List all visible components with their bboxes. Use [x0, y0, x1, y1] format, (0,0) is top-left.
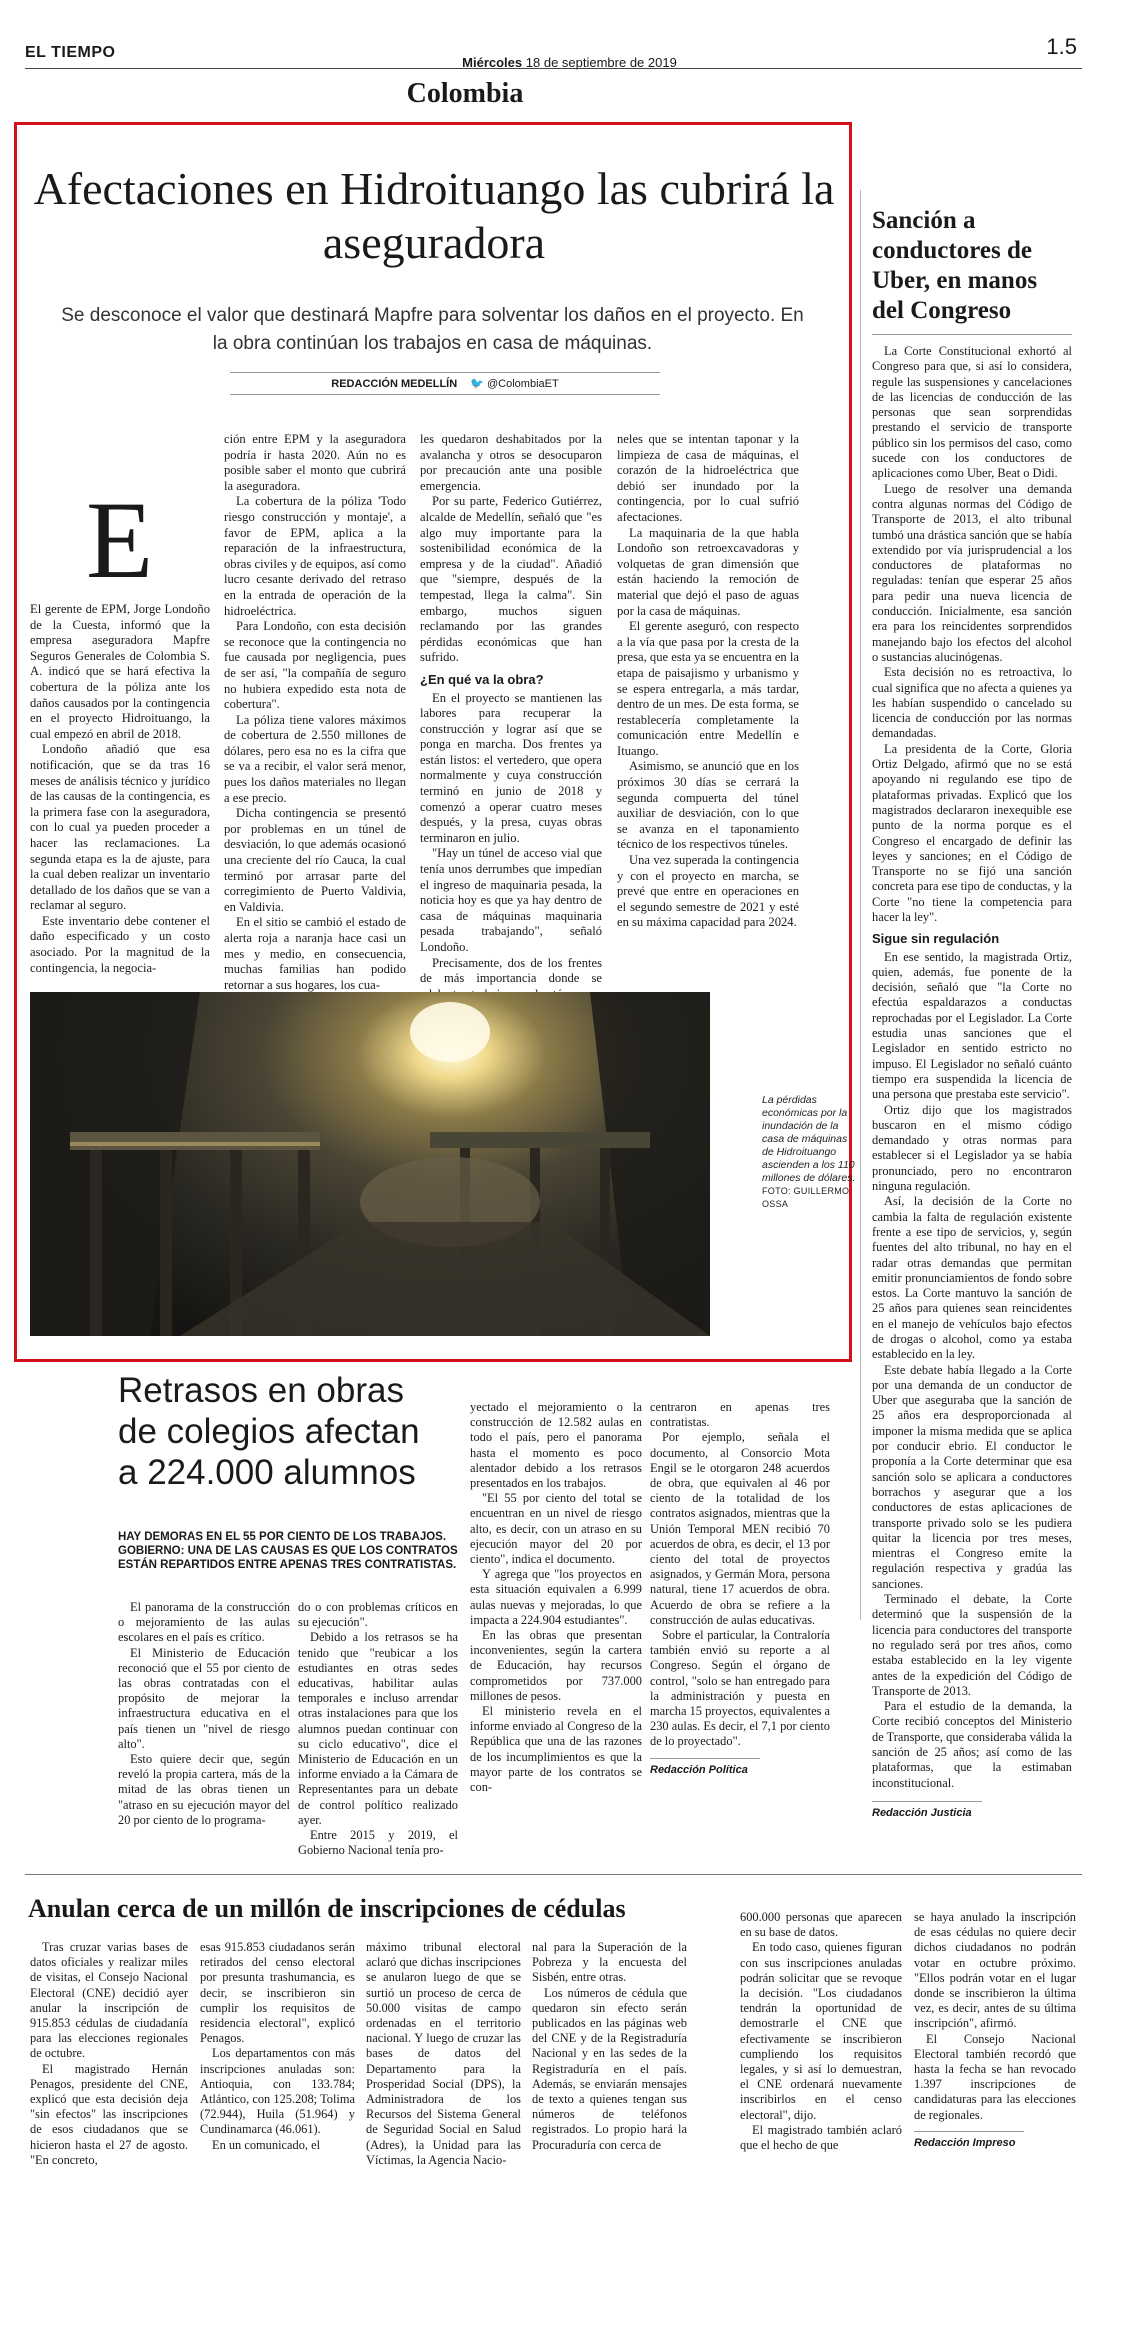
paragraph: Así, la decisión de la Corte no cambia la falta de regulación existente frente a ese tipo de servicios, y, según fuentes del alto tribunal, no hay en el radar otras demandas que permitan emitir pronunciamientos de fondo sobre estos. La Corte mantuvo la sanción de 25 años para quienes sean reincidentes en el manejo de vehículos bajo efectos de drogas o alcohol, como ya estaba establecido en la ley.: [872, 1194, 1072, 1362]
issue-date-text: 18 de septiembre de 2019: [525, 55, 677, 70]
paragraph: La Corte Constitucional exhortó al Congreso para que, si así lo considera, regule las suspensiones y cancelaciones de las licencias de conducción de las personas que sean sorprendidas prestando el servicio de transporte público sin los permisos del caso, como sucede con los conductores de aplicaciones como Uber, Beat o Didi.: [872, 344, 1072, 481]
paragraph: El panorama de la construcción o mejoramiento de las aulas escolares en el país es crítico.: [118, 1600, 290, 1645]
paragraph: Para el estudio de la demanda, la Corte recibió conceptos del Ministerio de Transporte, que consideraba válida la sanción de 25 años; así como de las plataformas, que la estimaban inconstitucional.: [872, 1699, 1072, 1790]
header-rule: [25, 68, 1082, 69]
paragraph: En el proyecto se mantienen las labores para recuperar la construcción y lograr así que se ponga en marcha. Dos frentes ya están listos: el vertedero, que opera normalmente y cuya construcción terminó en junio de 2018 y comenzó a operar cuatro meses después, y la presa, cuyas obras terminaron en julio.: [420, 690, 602, 845]
paragraph: Dicha contingencia se presentó por problemas en un túnel de desviación, lo que además ocasionó una creciente del río Cauca, la cual terminó por arrasar parte del corregimiento de Puerto Valdivia, en Valdivia.: [224, 806, 406, 914]
second-signature: Redacción Política: [650, 1758, 760, 1778]
paragraph: Esto quiere decir que, según reveló la propia cartera, más de la mitad de las obras tienen un "atraso en su ejecución mayor del 20 por ciento de lo programa-: [118, 1752, 290, 1827]
paragraph: se haya anulado la inscripción de esas cédulas no quiere decir dichos ciudadanos no podrán votar en octubre próximo. "Ellos podrán votar en el lugar donde se inscribieron la última vez, es decir, antes de su última inscripción", afirmó.: [914, 1910, 1076, 2031]
paragraph: Por su parte, Federico Gutiérrez, alcalde de Medellín, señaló que "es algo muy importante para la sostenibilidad económica de la empresa y de la ciudad". Añadió que "siempre, después de la tempestad, llega la calma". Sin embargo, muchos siguen reclamando por las grandes pérdidas económicas que han sufrido.: [420, 494, 602, 665]
paragraph: Debido a los retrasos se ha tenido que "reubicar a los estudiantes en otras sedes educativas, habilitar aulas temporales e incluso arrendar otras instalaciones para que los alumnos puedan continuar con su ciclo educativo", dice el Ministerio de Educación en un informe enviado a la Cámara de Representantes para un debate de control político realizado ayer.: [298, 1630, 458, 1827]
photo-caption: [762, 1094, 856, 1211]
sidebar-rule: [872, 334, 1072, 335]
byline-author: REDACCIÓN MEDELLÍN: [331, 378, 458, 390]
paragraph: En todo caso, quienes figuran con sus inscripciones anuladas podrán solicitar que se revoque la decisión. "Los ciudadanos tendrán la oportunidad de demostrarle el CNE que efectivamente se inscribieron cumpliendo los requisitos legales, y si así lo demuestran, el CNE ordenará nuevamente inscribirlos en el censo electoral", dijo.: [740, 1940, 902, 2122]
paragraph: Entre 2015 y 2019, el Gobierno Nacional tenía pro-: [298, 1828, 458, 1858]
third-column-4: [532, 1940, 687, 2153]
paragraph: Una vez superada la contingencia y con el proyecto en marcha, se prevé que entre en operaciones en el segundo semestre de 2021 y esté en su máxima capacidad para 2024.: [617, 853, 799, 930]
paragraph: En ese sentido, la magistrada Ortiz, quien, además, fue ponente de la decisión, señaló que "la Corte no efectúa espaldarazos a conductas reprochadas por el Legislador. La Corte estudia unas sanciones que el Legislador en sentido estricto no impuso. El Legislador no señaló cuánto tiempo era suspendida la licencia de una persona que prestaba este servicio".: [872, 949, 1072, 1102]
paragraph: La presidenta de la Corte, Gloria Ortiz Delgado, afirmó que no se está apoyando ni regulando ese tipo de plataformas privadas. Explicó que los magistrados declararon inexequible ese punto de la norma porque es el Congreso el encargado de definir las leyes y sanciones; en el Código de Transporte no se fijó una sanción concreta para ese tipo de conductas, y la Corte "no tiene la competencia para hacer la ley".: [872, 741, 1072, 924]
main-column-2: [224, 432, 406, 993]
paragraph: En un comunicado, el: [212, 2137, 321, 2152]
paragraph: El magistrado Hernán Penagos, presidente del CNE, explicó que esta decisión deja "sin efectos" las inscripciones de esos ciudadanos que se hicieron hasta el 27 de agosto. "En concreto,: [30, 2061, 188, 2167]
second-column-2: [298, 1600, 458, 1858]
masthead: EL TIEMPO: [25, 44, 116, 61]
sidebar-column: [872, 344, 1072, 1821]
page-number: 1.5: [1046, 34, 1077, 59]
third-column-5: [740, 1910, 902, 2153]
paragraph: Los números de cédula que quedaron sin efecto serán publicados en las páginas web del CNE y de la Registraduría Nacional y en las sedes de la Registraduría en el país. Además, se enviarán mensajes de texto a quienes tengan sus números de teléfonos registrados. Lo propio hará la Procuraduría con cerca de: [532, 1985, 687, 2152]
second-subhead: HAY DEMORAS EN EL 55 POR CIENTO DE LOS TRABAJOS. GOBIERNO: UNA DE LAS CAUSAS ES QUE LOS CONTRATOS ESTÁN REPARTIDOS ENTRE APENAS TRES CONTRATISTAS.: [118, 1531, 458, 1571]
paragraph: Y agrega que "los proyectos en esta situación equivalen a 6.999 aulas nuevas y mejoradas, lo que impacta a 224.904 estudiantes".: [470, 1567, 642, 1627]
column-divider: [860, 190, 861, 1620]
main-column-1: [30, 602, 210, 976]
hydroelectric-tunnel-photo: [30, 992, 710, 1336]
paragraph: yectado el mejoramiento o la construcción de 12.582 aulas en todo el país, pero el panorama hasta el momento es poco alentador debido a los retrasos presentados en los trabajos.: [470, 1400, 642, 1491]
paragraph: En el sitio se cambió el estado de alerta roja a naranja hace casi un mes y medio, en consecuencia, muchas familias han podido retornar a sus hogares, los cua-: [224, 915, 406, 992]
paragraph: El gerente de EPM, Jorge Londoño de la Cuesta, informó que la empresa aseguradora Mapfre Seguros Generales de Colombia S. A. indicó que se hará efectiva la cobertura de la póliza ante los daños causados por la contingencia en el proyecto Hidroituango, la cual empezó en abril de 2018.: [30, 602, 210, 741]
paragraph: El Consejo Nacional Electoral también recordó que hasta la fecha se han revocado 1.397 inscripciones de candidaturas para las elecciones de regionales.: [914, 2031, 1076, 2122]
paragraph: Ortiz dijo que los magistrados buscaron en el mismo código demandado y otras normas para establecer si el Legislador ya se había pronunciado, pero no encontraron ninguna regulación.: [872, 1102, 1072, 1194]
third-signature: Redacción Impreso: [914, 2131, 1024, 2151]
paragraph: Precisamente, dos de los frentes de más importancia donde se: [420, 955, 602, 986]
sidebar-headline: Sanción a conductores de Uber, en manos del Congreso: [872, 207, 1038, 324]
paragraph: En las obras que presentan inconvenientes, según la cartera de Educación, hay recursos comprometidos por 737.000 millones de pesos.: [470, 1628, 642, 1703]
paragraph: La cobertura de la póliza 'Todo riesgo construcción y montaje', a favor de EPM, aplica a la reparación de la infraestructura, obras civiles y de equipos, así como lucro cesante derivado del retraso en la entrada de operación de la hidroeléctrica.: [224, 494, 406, 618]
paragraph: Tras cruzar varias bases de datos oficiales y realizar miles de visitas, el Consejo Nacional Electoral (CNE) decidió ayer anular la inscripción de 915.853 cédulas de ciudadanía para las elecciones regionales de octubre.: [30, 1940, 188, 2061]
third-column-1: [30, 1940, 188, 2168]
byline-handle: @ColombiaET: [487, 378, 559, 390]
paragraph: nal para la Superación de la Pobreza y la encuesta del Sisbén, entre otras.: [532, 1940, 687, 1985]
section-divider: [25, 1874, 1082, 1875]
paragraph: Por ejemplo, señala el documento, al Consorcio Mota Engil se le otorgaron 248 acuerdos de obra, que equivalen al 46 por ciento de la totalidad de los contratos asignados, mientras que la Unión Temporal MEN recibió 70 acuerdos de obra, es decir, el 13 por ciento del total de proyectos asignados, y Germán Mora, persona natural, tiene 17 acuerdos de obra. Acuerdo de obra se refiere a la construcción de aulas educativas.: [650, 1430, 830, 1627]
paragraph: Este debate había llegado a la Corte por una demanda de un conductor de Uber que aseguraba que la sanción de 25 años era desproporcionada al imponer la misma medida que se aplica por conducir ebrio. El conductor le proponía a la Corte determinar que esa sanción solo se aplicara a conductores borrachos y asegurar que a los conductores de estas aplicaciones de transporte privado solo se les pudiera quitar la licencia por tres meses, mientras el Congreso emite la regulación respectiva y gradúa las sanciones.: [872, 1362, 1072, 1591]
main-headline: Afectaciones en Hidroituango las cubrirá la aseguradora: [33, 163, 835, 268]
third-headline: Anulan cerca de un millón de inscripciones de cédulas: [28, 1894, 626, 1923]
paragraph: Esta decisión no es retroactiva, lo cual significa que no afecta a quienes ya les habían suspendido o cancelado su licencia de conducción por las normas demandadas.: [872, 665, 1072, 741]
paragraph: La maquinaria de la que habla Londoño son retroexcavadoras y volquetas de gran dimensión que están haciendo la remoción de material que dejó el paso de aguas por la casa de máquinas.: [617, 525, 799, 618]
paragraph: esas 915.853 ciudadanos serán retirados del censo electoral por presunta trashumancia, es decir, se inscribieron sin cumplir los requisitos de residencia electoral", explicó Penagos.: [200, 1940, 355, 2046]
section-title: Colombia: [406, 78, 524, 109]
second-headline: Retrasos en obras de colegios afectan a 224.000 alumnos: [118, 1371, 420, 1492]
paragraph: 600.000 personas que aparecen en su base de datos.: [740, 1910, 902, 1940]
paragraph: El Ministerio de Educación reconoció que el 55 por ciento de las obras contratadas con el propósito de mejorar la infraestructura educativa en el país tienen un "nivel de riesgo alto".: [118, 1645, 290, 1751]
subheading: ¿En qué va la obra?: [420, 671, 544, 687]
paragraph: Este inventario debe contener el daño especificado y un costo asociado. Por la magnitud de la contingencia, la negocia-: [30, 913, 210, 975]
issue-weekday: Miércoles: [462, 55, 523, 70]
paragraph: Asimismo, se anunció que en los próximos 30 días se cerrará la segunda compuerta del túnel auxiliar de desviación, con lo que se avanza en el taponamiento técnico de los respectivos túneles.: [617, 759, 799, 852]
paragraph: Luego de resolver una demanda contra algunas normas del Código de Transporte de 2013, el alto tribunal tumbó una drástica sanción que se había extendido por vía jurisprudencial a los conductores de plataformas no reguladas: tenían que esperar 25 años para pedir una nueva licencia de conducción. Inicialmente, esa sanción era para los reincidentes sorprendidos manejando bajo los efectos del alcohol o sustancias alucinógenas.: [872, 481, 1072, 664]
main-column-3: [420, 432, 602, 1002]
caption-text: La pérdidas económicas por la inundación de la casa de máquinas de Hidroituango ascienden a los 110 millones de dólares.: [762, 1094, 856, 1184]
paragraph: El gerente aseguró, con respecto a la vía que pasa por la cresta de la presa, que esta ya se encuentra en la etapa de paisajismo y urbanismo y se espera entregarla, a más tardar, dentro de un mes. De esta forma, se restablecería completamente la comunicación entre Medellín e Ituango.: [617, 619, 799, 758]
paragraph: centraron en apenas tres contratistas.: [650, 1400, 830, 1430]
second-column-1: [118, 1600, 290, 1828]
second-column-3: [470, 1400, 642, 1795]
paragraph: Londoño añadió que esa notificación, que se da tras 16 meses de análisis técnico y jurídico de las causas de la contingencia, es la primera fase con la aseguradora, con lo cual ya pueden proceder a hacer las reclamaciones. La segunda etapa es la de ajuste, para la cual deben realizar un inventario detallado de los daños que se van a reclamar al seguro.: [30, 742, 210, 913]
second-column-4: [650, 1400, 830, 1778]
photo-credit: FOTO: GUILLERMO OSSA: [762, 1186, 850, 1209]
paragraph: "Hay un túnel de acceso vial que tenía unos derrumbes que impedían el ingreso de maquinaria pesada, la noticia hoy es que ya hay dentro de casa de máquinas maquinaria pesada trabajando", señaló Londoño.: [420, 846, 602, 954]
paragraph: La póliza tiene valores máximos de cobertura de 2.550 millones de dólares, pero esa no es la cifra que se va a recibir, el valor será menor, pues los daños materiales no llegan a ese precio.: [224, 712, 406, 805]
paragraph: Los departamentos con más inscripciones anuladas son: Antioquia, con 133.784; Atlántico, con 125.208; Tolima (72.944), Huila (51.964) y Cundinamarca (46.061).: [200, 2046, 355, 2137]
paragraph: El ministerio revela en el informe enviado al Congreso de la República que una de las razones de los incumplimientos es que la mayor parte de los contratos se con-: [470, 1704, 642, 1795]
sidebar-signature: Redacción Justicia: [872, 1801, 982, 1821]
paragraph: Terminado el debate, la Corte determinó que la suspensión de la licencia para conductores del transporte no regulado será por tres años, como estaba establecido en la ley vigente antes de la expedición del Código de Transporte de 2013.: [872, 1592, 1072, 1698]
main-column-4: [617, 432, 799, 931]
subheading: Sigue sin regulación: [872, 931, 1000, 947]
paragraph: les quedaron deshabitados por la avalancha y otros se desocuparon por precaución ante una posible emergencia.: [420, 432, 602, 493]
third-column-6: [914, 1910, 1076, 2151]
third-column-3: [366, 1940, 521, 2168]
main-lede: Se desconoce el valor que destinará Mapfre para solventar los daños en el proyecto. En la obra continúan los trabajos en casa de máquinas.: [61, 305, 804, 354]
paragraph: do o con problemas críticos en su ejecución".: [298, 1600, 458, 1630]
twitter-icon: 🐦: [470, 378, 484, 390]
paragraph: máximo tribunal electoral aclaró que dichas inscripciones se anularon luego de que se surtió un proceso de cerca de 50.000 visitas de campo ordenadas en el territorio nacional. Y luego de cruzar las bases de datos del Departamento para la Prosperidad Social (DPS), la Administradora de los Recursos del Sistema General de Seguridad Social en Salud (Adres), la Unidad para las Víctimas, la Agencia Nacio-: [366, 1940, 521, 2167]
paragraph: neles que se intentan taponar y la limpieza de casa de máquinas, el corazón de la hidroeléctrica que debió ser inundado por la contingencia, por lo cual sufrió afectaciones.: [617, 432, 799, 524]
third-column-2: [200, 1940, 355, 2153]
drop-cap: E: [86, 479, 154, 601]
paragraph: Sobre el particular, la Contraloría también envió su reporte a al Congreso. Según el órgano de control, "solo se han entregado para la administración y puesta en marcha 15 proyectos, equivalentes a 230 aulas. Es decir, el 7,1 por ciento de lo proyectado".: [650, 1628, 830, 1749]
paragraph: El magistrado también aclaró que el hecho de que: [740, 2122, 902, 2153]
paragraph: "El 55 por ciento del total se encuentran en un nivel de riesgo alto, es decir, con un atraso en su ejecución mayor del 20 por ciento", indica el documento.: [470, 1491, 642, 1567]
main-byline: [230, 372, 660, 395]
paragraph: Para Londoño, con esta decisión se reconoce que la contingencia no fue causada por negligencia, pues de ser así, "la compañía de seguro no hubiera expedido esta nota de cobertura".: [224, 619, 406, 712]
paragraph: ción entre EPM y la aseguradora podría ir hasta 2020. Aún no es posible saber el monto que cubrirá la aseguradora.: [224, 432, 406, 493]
